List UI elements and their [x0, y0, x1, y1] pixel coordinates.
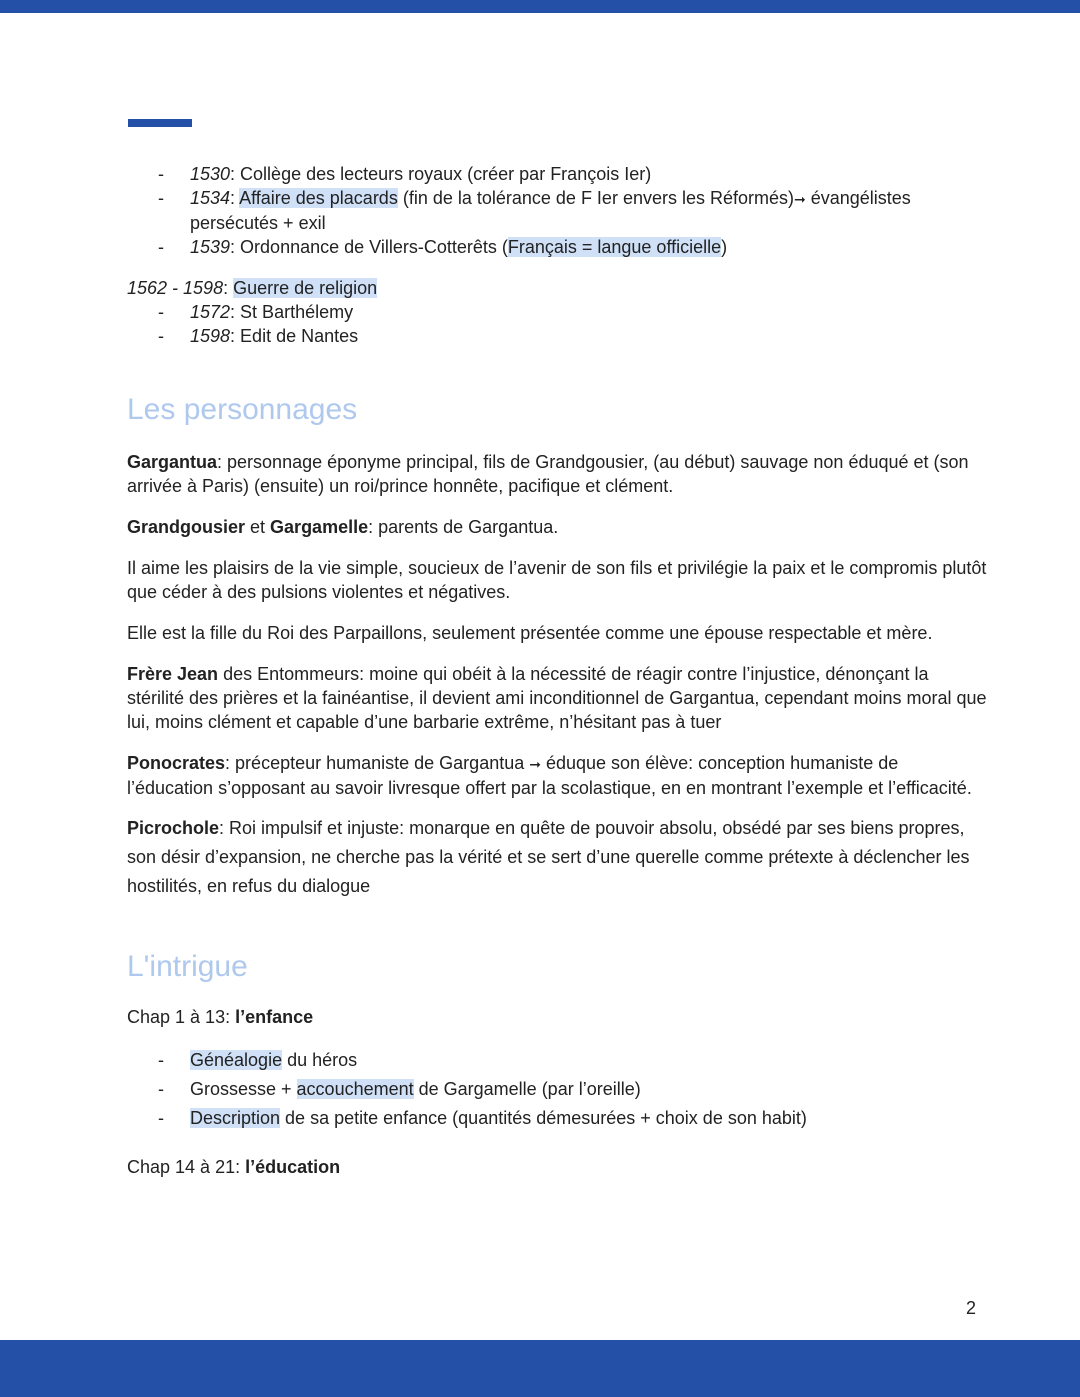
timeline-list-2 [127, 300, 987, 348]
highlight: Description [190, 1108, 281, 1128]
grandgousier-description: Il aime les plaisirs de la vie simple, soucieux de l’avenir de son fils et privilégie la paix et le compromis plutôt que céder à des pulsions violentes et négatives. [127, 558, 987, 602]
top-accent-bar [0, 0, 1080, 13]
list-item: - 1539: Ordonnance de Villers-Cotterêts (Français = langue officielle) [190, 235, 987, 259]
enfance-list [127, 1046, 987, 1133]
section-heading-personnages: Les personnages [127, 393, 358, 426]
document-body [127, 162, 987, 1179]
arrow-icon: ➞ [529, 756, 541, 772]
year: 1534 [190, 188, 231, 208]
highlight: Généalogie [190, 1050, 283, 1070]
year: 1572 [190, 302, 231, 322]
year: 1539 [190, 237, 231, 257]
highlight: Affaire des placards [239, 188, 398, 208]
list-item: - Généalogie du héros [190, 1046, 987, 1075]
character-frere-jean: Frère Jean des Entommeurs: moine qui obéit à la nécessité de réagir contre l’injustice, dénonçant la stérilité des prières et la fainéantise, il devient ami inconditionnel de Gargantua, cependant moins moral que lui, moins clément et capable d’une barbarie extrême, n’hésitant pas à tuer [127, 664, 987, 732]
bottom-accent-bar [0, 1340, 1080, 1397]
year: 1530 [190, 164, 231, 184]
list-item: - 1598: Edit de Nantes [190, 324, 987, 348]
character-picrochole: Picrochole: Roi impulsif et injuste: monarque en quête de pouvoir absolu, obsédé par ses biens propres, son désir d’expansion, ne cherche pas la vérité et se sert d’une querelle comme prétexte à déclencher les hostilités, en refus du dialogue [127, 818, 970, 896]
highlight: accouchement [296, 1079, 414, 1099]
arrow-icon: ➞ [794, 191, 806, 207]
page-number: 2 [965, 1298, 976, 1318]
list-item: - 1572: St Barthélemy [190, 300, 987, 324]
year: 1598 [190, 326, 231, 346]
section-heading-intrigue: L'intrigue [127, 950, 248, 983]
accent-dash [128, 119, 192, 127]
list-item: - 1534: Affaire des placards (fin de la tolérance de F Ier envers les Réformés)➞ évangélistes persécutés + exil [190, 186, 987, 235]
list-item: - Description de sa petite enfance (quantités démesurées + choix de son habit) [190, 1104, 987, 1133]
highlight: Français = langue officielle [507, 237, 722, 257]
years: 1562 - 1598 [127, 278, 224, 298]
chapter-heading: Chap 14 à 21: l’éducation [127, 1157, 341, 1177]
character-parents: Grandgousier et Gargamelle: parents de Gargantua. [127, 517, 559, 537]
timeline-list-1 [127, 162, 987, 259]
list-item: - 1530: Collège des lecteurs royaux (créer par François Ier) [190, 162, 987, 186]
chapter-heading: Chap 1 à 13: l’enfance [127, 1007, 314, 1027]
highlight: Guerre de religion [233, 278, 378, 298]
character-gargantua: Gargantua: personnage éponyme principal, fils de Grandgousier, (au début) sauvage non éduqué et (son arrivée à Paris) (ensuite) un roi/prince honnête, pacifique et clément. [127, 452, 969, 496]
character-ponocrates: Ponocrates: précepteur humaniste de Gargantua ➞ éduque son élève: conception humaniste de l’éducation s’opposant au savoir livresque offert par la scolastique, en en montrant l’exemple et l’efficacité. [127, 753, 972, 798]
list-item: - Grossesse + accouchement de Gargamelle (par l’oreille) [190, 1075, 987, 1104]
gargamelle-description: Elle est la fille du Roi des Parpaillons, seulement présentée comme une épouse respectable et mère. [127, 623, 933, 643]
wars-line: 1562 - 1598: Guerre de religion [127, 278, 378, 298]
